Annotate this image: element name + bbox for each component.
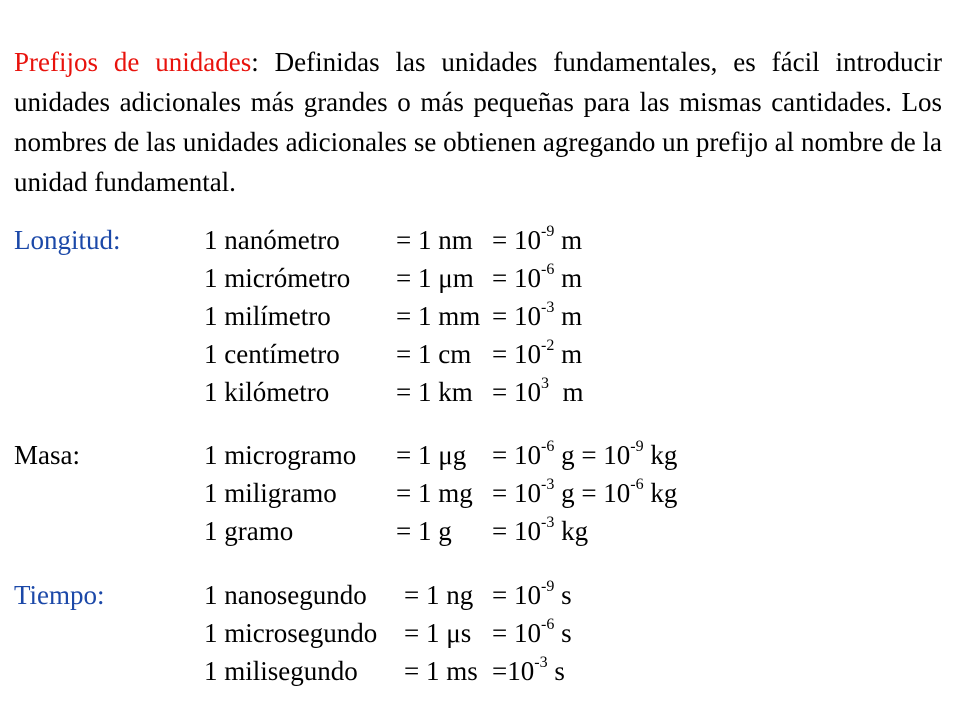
unit-symbol: = 1 mm (396, 301, 481, 331)
tiempo-row (0, 576, 960, 614)
unit-value: = $10^{-3}$ $g = 10^{-6}$ kg (492, 476, 678, 508)
unit-name: 1 nanosegundo (204, 580, 367, 610)
longitud-row (0, 335, 960, 373)
intro-paragraph (14, 42, 942, 202)
intro-text: : Definidas las unidades fundamentales, es fácil introducir unidades adicionales más grandes o más pequeñas para las mismas cantidades. Los nombres de las unidades adicionales se obtienen agregando un prefijo al nombre de la unidad fundamental. (14, 47, 942, 197)
unit-value: = $10^{-6}$ m (492, 261, 583, 293)
unit-value: = $10^3$ m (492, 375, 584, 407)
unit-symbol: = 1 μg (396, 440, 467, 470)
unit-symbol: = 1 km (396, 377, 473, 407)
unit-symbol: = 1 μs (404, 618, 472, 648)
unit-name: 1 centímetro (204, 339, 340, 369)
unit-value: $=10^{-3}$ s (492, 654, 565, 686)
unit-value: = $10^{-6}$ $g = 10^{-9}$ kg (492, 438, 678, 470)
unit-name: 1 microgramo (204, 440, 357, 470)
unit-symbol: = 1 mg (396, 478, 473, 508)
longitud-row (0, 259, 960, 297)
tiempo-row (0, 652, 960, 690)
unit-name: 1 micrómetro (204, 263, 351, 293)
unit-value: = $10^{-9}$ s (492, 578, 572, 610)
longitud-row (0, 297, 960, 335)
unit-name: 1 milisegundo (204, 656, 358, 686)
unit-symbol: = 1 nm (396, 225, 473, 255)
masa-row (0, 474, 960, 512)
category-label-longitud: Longitud: (14, 225, 121, 255)
unit-value: = $10^{-2}$ m (492, 337, 583, 369)
category-label-masa: Masa: (14, 440, 80, 470)
longitud-row (0, 221, 960, 259)
unit-name: 1 miligramo (204, 478, 337, 508)
unit-name: 1 gramo (204, 516, 294, 546)
tiempo-row (0, 614, 960, 652)
unit-value: = $10^{-3}$ m (492, 299, 583, 331)
unit-name: 1 nanómetro (204, 225, 340, 255)
unit-symbol: = 1 μm (396, 263, 474, 293)
unit-value: = $10^{-6}$ s (492, 616, 572, 648)
unit-value: = $10^{-3}$ kg (492, 514, 589, 546)
unit-name: 1 milímetro (204, 301, 331, 331)
category-label-tiempo: Tiempo: (14, 580, 105, 610)
unit-symbol: = 1 ng (404, 580, 474, 610)
longitud-row (0, 373, 960, 411)
unit-value: = $10^{-9}$ m (492, 223, 583, 255)
unit-symbol: = 1 g (396, 516, 452, 546)
unit-name: 1 kilómetro (204, 377, 330, 407)
intro-highlight: Prefijos de unidades (14, 47, 252, 77)
masa-row (0, 512, 960, 550)
unit-symbol: = 1 cm (396, 339, 472, 369)
masa-row (0, 436, 960, 474)
unit-symbol: = 1 ms (404, 656, 478, 686)
unit-name: 1 microsegundo (204, 618, 378, 648)
